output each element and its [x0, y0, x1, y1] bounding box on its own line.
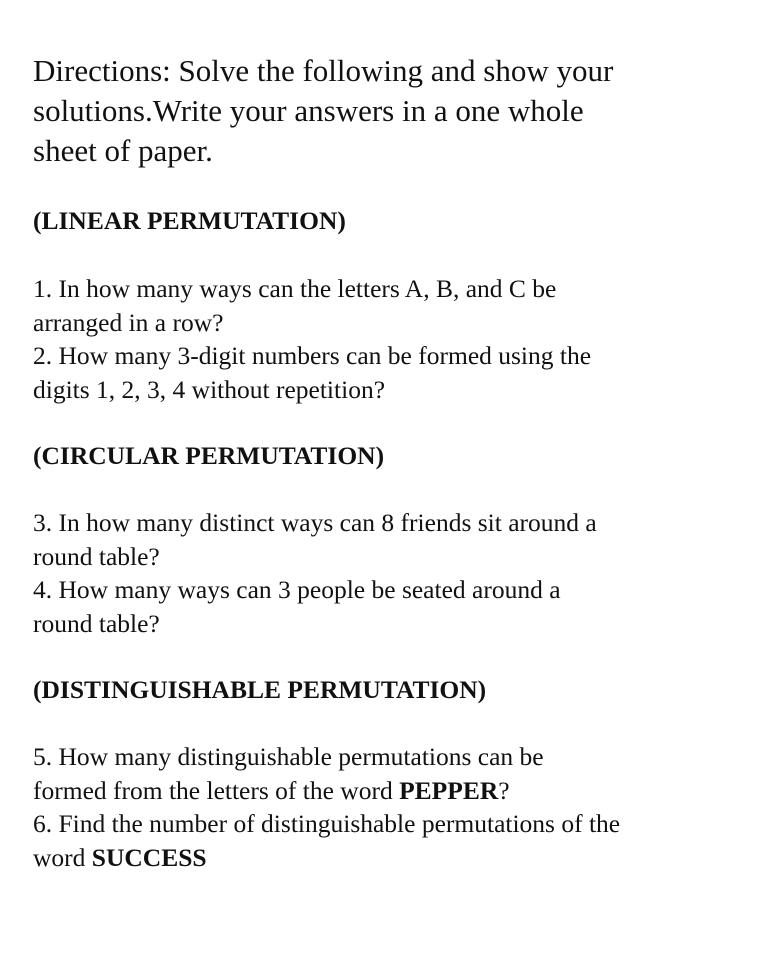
question-4-line-2: round table?: [33, 608, 160, 638]
question-5-line-1: [33, 740, 713, 774]
question-6-number: 6.: [33, 809, 53, 838]
question-2-line-1: [33, 339, 713, 373]
question-3-text: In how many distinct ways can 8 friends sit around a: [58, 508, 597, 537]
question-1: [33, 272, 713, 339]
directions-line-1: Directions: Solve the following and show your: [33, 53, 614, 88]
question-2-text: How many 3-digit numbers can be formed using the: [58, 341, 592, 370]
question-2: [33, 339, 713, 406]
question-1-text: In how many ways can the letters A, B, and C be: [58, 274, 557, 303]
question-5-number: 5.: [33, 742, 53, 771]
question-6-line-2: [33, 841, 713, 875]
question-6-text-prefix: word: [33, 842, 92, 872]
question-5-text: How many distinguishable permutations can be: [58, 742, 544, 771]
question-3-number: 3.: [33, 508, 53, 537]
question-4-text: How many ways can 3 people be seated around a: [58, 575, 561, 604]
question-2-line-2: digits 1, 2, 3, 4 without repetition?: [33, 374, 386, 404]
question-5-line-2: [33, 774, 713, 808]
question-5-text-suffix: ?: [498, 775, 510, 805]
directions-line-2: solutions.Write your answers in a one whole: [33, 93, 584, 128]
question-3-line-2: round table?: [33, 541, 160, 571]
keyword-success: SUCCESS: [91, 842, 207, 872]
question-3: [33, 506, 713, 573]
question-6-line-1: [33, 807, 713, 841]
question-1-number: 1.: [33, 274, 53, 303]
directions-line-3: sheet of paper.: [33, 133, 213, 168]
question-3-line-1: [33, 506, 713, 540]
heading-distinguishable-permutation: (DISTINGUISHABLE PERMUTATION): [33, 675, 487, 704]
question-6: [33, 807, 713, 874]
question-1-line-2: arranged in a row?: [33, 307, 224, 337]
question-6-text: Find the number of distinguishable permutations of the: [58, 809, 621, 838]
question-4: [33, 573, 713, 640]
question-4-number: 4.: [33, 575, 53, 604]
question-4-line-1: [33, 573, 713, 607]
question-5: [33, 740, 713, 807]
question-5-text-prefix: formed from the letters of the word: [33, 775, 400, 805]
question-2-number: 2.: [33, 341, 53, 370]
heading-linear-permutation: (LINEAR PERMUTATION): [33, 206, 346, 235]
heading-circular-permutation: (CIRCULAR PERMUTATION): [33, 441, 385, 470]
question-1-line-1: [33, 272, 713, 306]
directions-text: [33, 51, 713, 171]
keyword-pepper: PEPPER: [399, 775, 499, 805]
